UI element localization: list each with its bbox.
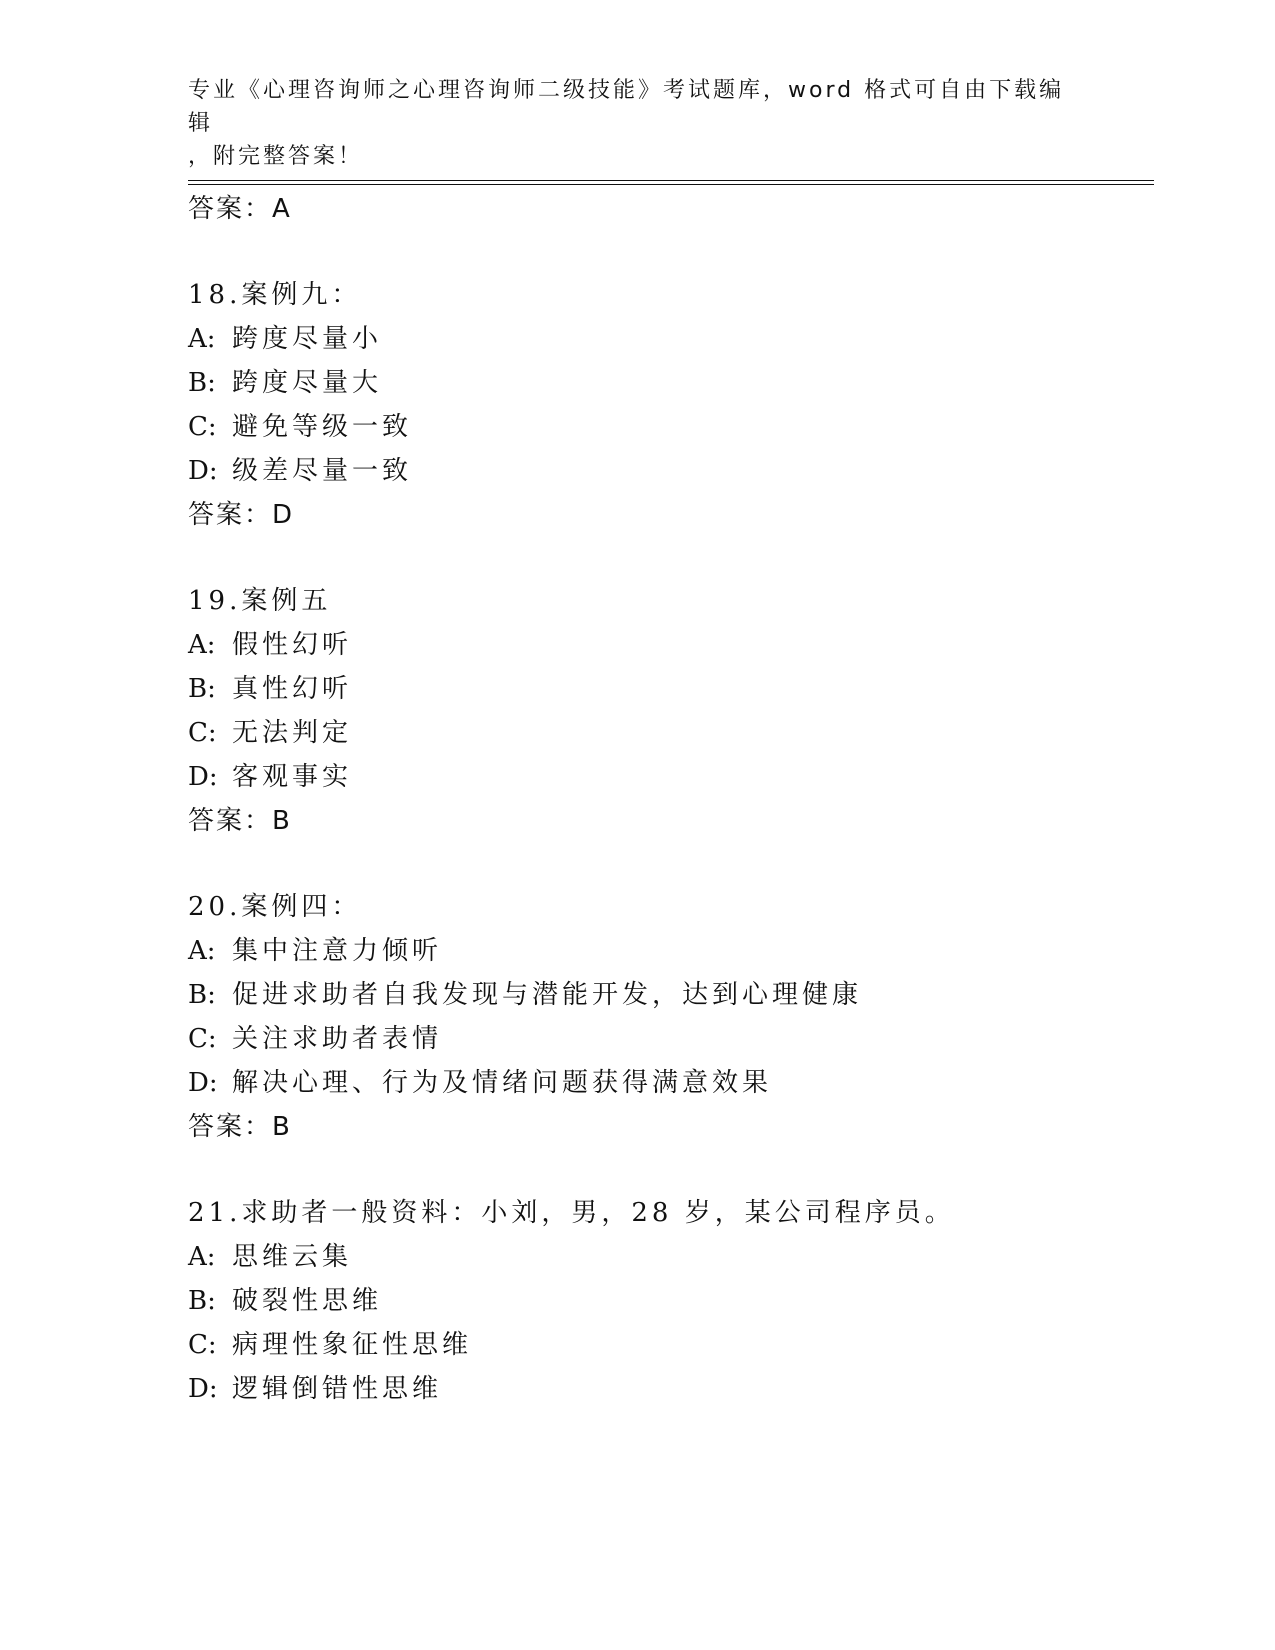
- answer-line: 答案：A: [188, 194, 292, 224]
- option-b: [188, 668, 352, 705]
- option-text: 假性幻听: [232, 630, 353, 660]
- option-c: [188, 1324, 472, 1361]
- option-a: [188, 930, 442, 967]
- document-header: [188, 74, 1088, 173]
- option-text: 关注求助者表情: [232, 1024, 443, 1054]
- option-letter: D:: [188, 1374, 218, 1404]
- option-c: [188, 712, 352, 749]
- option-text: 促进求助者自我发现与潜能开发，达到心理健康: [232, 980, 863, 1010]
- question-18: 18.案例九：: [188, 280, 362, 310]
- option-letter: D:: [188, 1068, 218, 1098]
- option-letter: C:: [188, 1024, 217, 1054]
- option-b: [188, 362, 382, 399]
- header-line-1: 专业《心理咨询师之心理咨询师二级技能》考试题库，word 格式可自由下载编辑: [188, 78, 1065, 136]
- option-text: 逻辑倒错性思维: [232, 1374, 443, 1404]
- option-c: [188, 406, 412, 443]
- option-a: [188, 1236, 352, 1273]
- option-b: [188, 974, 862, 1011]
- option-letter: B:: [188, 674, 216, 704]
- question-20: 20.案例四：: [188, 892, 362, 922]
- option-letter: A:: [188, 936, 216, 966]
- option-letter: C:: [188, 718, 217, 748]
- option-text: 客观事实: [232, 762, 353, 792]
- option-a: [188, 624, 352, 661]
- option-text: 真性幻听: [232, 674, 353, 704]
- option-d: [188, 756, 352, 793]
- option-text: 跨度尽量小: [232, 324, 383, 354]
- header-divider-top: [188, 180, 1154, 181]
- header-divider-bottom: [188, 184, 1154, 185]
- option-text: 思维云集: [232, 1242, 353, 1272]
- answer-line: 答案：B: [188, 1112, 292, 1142]
- option-letter: A:: [188, 1242, 216, 1272]
- option-text: 破裂性思维: [232, 1286, 383, 1316]
- option-text: 病理性象征性思维: [232, 1330, 473, 1360]
- option-letter: D:: [188, 762, 218, 792]
- option-letter: A:: [188, 324, 216, 354]
- option-letter: C:: [188, 1330, 217, 1360]
- header-line-2: ，附完整答案！: [188, 144, 364, 169]
- answer-line: 答案：B: [188, 806, 292, 836]
- option-text: 集中注意力倾听: [232, 936, 443, 966]
- option-text: 避免等级一致: [232, 412, 413, 442]
- option-letter: A:: [188, 630, 216, 660]
- option-d: [188, 1062, 772, 1099]
- option-a: [188, 318, 382, 355]
- option-text: 跨度尽量大: [232, 368, 383, 398]
- question-21: 21.求助者一般资料：小刘，男，28 岁，某公司程序员。: [188, 1198, 955, 1228]
- option-letter: B:: [188, 368, 216, 398]
- option-b: [188, 1280, 382, 1317]
- option-d: [188, 1368, 442, 1405]
- option-letter: B:: [188, 1286, 216, 1316]
- option-text: 级差尽量一致: [232, 456, 413, 486]
- option-c: [188, 1018, 442, 1055]
- option-text: 解决心理、行为及情绪问题获得满意效果: [232, 1068, 773, 1098]
- option-letter: C:: [188, 412, 217, 442]
- option-letter: D:: [188, 456, 218, 486]
- option-text: 无法判定: [232, 718, 353, 748]
- option-letter: B:: [188, 980, 216, 1010]
- question-19: 19.案例五: [188, 586, 332, 616]
- answer-line: 答案：D: [188, 500, 295, 530]
- option-d: [188, 450, 412, 487]
